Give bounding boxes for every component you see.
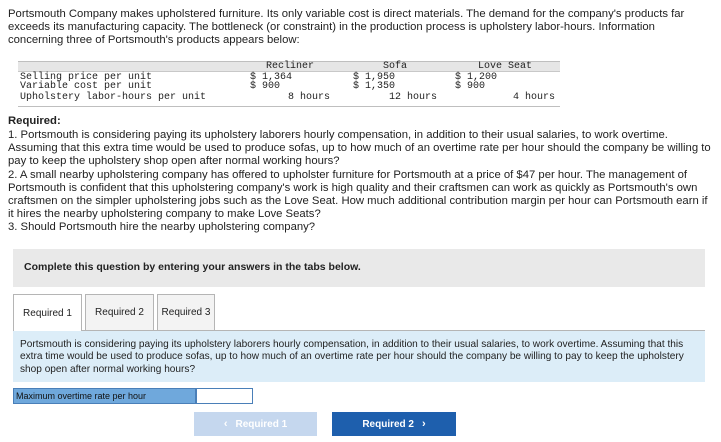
instructions-bar (13, 249, 705, 287)
row-label-labor-hours: Upholstery labor-hours per unit (20, 92, 207, 103)
prev-button-label: Required 1 (235, 418, 288, 430)
cell-recliner-price: $ 1,364 (250, 72, 293, 83)
next-button[interactable] (332, 412, 456, 436)
required-list (8, 129, 716, 235)
cell-sofa-hours: 12 hours (388, 92, 437, 103)
tab-required-3[interactable]: Required 3 (157, 294, 215, 330)
chevron-right-icon: › (422, 418, 426, 430)
next-button-label: Required 2 (362, 418, 414, 430)
row-label-selling-price: Selling price per unit (20, 72, 153, 83)
panel-question-text: Portsmouth is considering paying its upholstery laborers hourly compensation, in addition to their usual salaries, to work overtime. Assuming that this extra time would be used to produce sofas, up to how much of an overtime rate per hour should the company be willing to pay to keep the upholstery shop open after normal working hours? (20, 339, 684, 375)
col-header-recliner: Recliner (265, 61, 314, 72)
col-header-sofa: Sofa (382, 61, 407, 72)
problem-intro: Portsmouth Company makes upholstered furniture. Its only variable cost is direct materials. The demand for the company's products far exceeds its manufacturing capacity. The bottleneck (or constraint) in the production process is upholstery labor-hours. Information concerning three of Portsmouth's products appears below: (8, 8, 685, 47)
cell-love-seat-cost: $ 900 (455, 81, 486, 92)
answer-label: Maximum overtime rate per hour (13, 388, 196, 404)
chevron-left-icon: ‹ (223, 418, 228, 430)
prev-button[interactable] (194, 412, 317, 436)
cell-love-seat-hours: 4 hours (512, 92, 555, 103)
cell-sofa-cost: $ 1,350 (353, 81, 396, 92)
overtime-rate-input[interactable] (196, 388, 253, 404)
question-panel (13, 330, 705, 382)
row-label-variable-cost: Variable cost per unit (20, 81, 153, 92)
required-heading: Required: (8, 115, 61, 127)
required-item-2: 2. A small nearby upholstering company has offered to upholster furniture for Portsmouth at a price of $47 per hour. The management of Portsmouth is confident that this upholstering company's work is high quality and their craftsmen can work as quickly as Portsmouth's own craftsmen on the simpler upholstering jobs such as the Love Seat. How much additional contribution margin per hour can Portsmouth earn if it hires the nearby upholstering company to make Love Seats? (8, 168, 708, 221)
required-item-1: 1. Portsmouth is considering paying its upholstery laborers hourly compensation, in addition to their usual salaries, to work overtime. Assuming that this extra time would be used to produce sofas, up to how much of an overtime rate per hour should the company be willing to pay to keep the upholstery shop open after normal working hours? (8, 129, 711, 168)
col-header-love-seat: Love Seat (477, 61, 532, 72)
cell-recliner-cost: $ 900 (250, 81, 281, 92)
product-table (18, 61, 560, 107)
cell-sofa-price: $ 1,950 (353, 72, 396, 83)
cell-recliner-hours: 8 hours (287, 92, 330, 103)
instructions-text: Complete this question by entering your answers in the tabs below. (24, 261, 361, 273)
cell-love-seat-price: $ 1,200 (455, 72, 498, 83)
tab-required-2[interactable]: Required 2 (85, 294, 154, 330)
required-item-3: 3. Should Portsmouth hire the nearby upholstering company? (8, 221, 316, 234)
tab-required-1[interactable]: Required 1 (13, 294, 82, 331)
